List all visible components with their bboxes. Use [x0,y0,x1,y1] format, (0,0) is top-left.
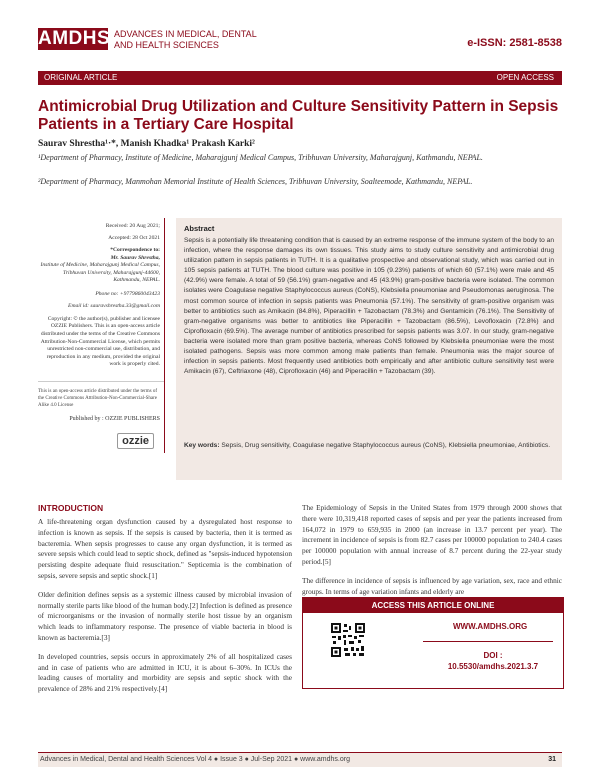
journal-name [114,29,314,51]
left-column [38,517,292,703]
intro-paragraph-3: In developed countries, sepsis occurs in approximately 2% of all hospitalized cases and in case of patients who are admitted in ICU, it is about 6–30%. In ICUs the leading causes of mortality and morbidity are sepsis and septic shock with the prevalence of 28% and 21% respectively.[4] [38,651,292,694]
keywords [184,441,554,451]
received-date: Received: 20 Aug 2021; [105,223,160,229]
intro-paragraph-2: Older definition defines sepsis as a systemic illness caused by microbial invasion of normally sterile parts like blood of the human body.[2] Infection is defined as presence of microorganisms or the invasion of normally sterile host tissue by an organism which leads to inflammatory response. The presence of viable bacteria in blood is known as bacteremia.[3] [38,589,292,642]
published-by: Published by : OZZIE PUBLISHERS [69,415,160,422]
correspondence-name: Mr. Saurav Shrestha, [110,255,160,261]
ozzie-logo-icon: ozzie [117,433,154,449]
article-title: Antimicrobial Drug Utilization and Culture Sensitivity Pattern in Sepsis Patients in a Tertiary Care Hospital [38,98,559,133]
access-article-box [302,597,564,689]
journal-name-line2: AND HEALTH SCIENCES [114,40,219,50]
copyright-notice: Copyright: © the author(s), publisher and licensee OZZIE Publishers. This is an open-access article distributed under the terms of the Creative Commons Attribution-Non-Commercial License, which permits unrestricted non-commercial use, distribution, and reproduction in any medium, provided the original work is properly cited. [40,315,160,368]
footer-citation: Advances in Medical, Dental and Health Sciences Vol 4 ● Issue 3 ● Jul-Sep 2021 ● www.amdhs.org [40,756,350,763]
right-column [302,503,562,605]
abstract-panel [176,218,562,480]
qr-code-icon[interactable] [331,623,365,657]
article-info-sidebar [38,218,165,453]
page-number: 31 [548,756,556,763]
affiliation-2: ²Department of Pharmacy, Manmohan Memorial Institute of Health Sciences, Tribhuvan University, Soalteemode, Kathmandu, NEPAL. [38,177,473,186]
intro-paragraph-5: The difference in incidence of sepsis is influenced by age variation, sex, race and ethnic groups. In terms of age variation infants and elderly are [302,575,562,596]
correspondence-heading: *Correspondence to: [110,247,160,253]
keywords-text: Sepsis, Drug sensitivity, Coagulase negative Staphylococcus aureus (CoNS), Klebsiella pneumoniae, Antibiotics. [221,442,551,449]
publisher-logo [38,431,164,453]
doi-value[interactable]: 10.5530/amdhs.2021.3.7 [447,662,539,671]
eissn: e-ISSN: 2581-8538 [467,37,562,49]
journal-website-link[interactable]: WWW.AMDHS.ORG [453,622,528,631]
correspondence-phone: Phone no: +9779860043423 [95,290,160,297]
correspondence-address: Institute of Medicine, Maharajgunj Medical Campus, Tribhuvan University, Maharajgunj-44600, Kathmandu, NEPAL. [40,262,160,284]
accepted-date: Accepted: 28 Oct 2021 [108,235,160,241]
license-note: This is an open-access article distributed under the terms of the Creative Commons Attribution-Non-Commercial-Share Alike 4.0 License [38,381,164,409]
article-type-band [38,71,562,85]
abstract-heading: Abstract [184,224,215,233]
access-heading: ACCESS THIS ARTICLE ONLINE [303,598,563,613]
abstract-body: Sepsis is a potentially life threatening condition that is caused by an extreme response of the immune system of the body to an infection, where the response damages its own tissues. This study aims to study culture sensitivity and antimicrobial drug utilization pattern in sepsis patients in TUTH. It is a qualitative prospective and observational study, which was carried out in 105 sepsis patients at TUTH. The blood culture was positive in 105 (9.23%) patients of which 60 (57.1%) were male and 45 (42.9%) were female. A total of 59 (56.1%) gram-negative and 45 (43.9%) gram-positive bacteria were isolated. The common isolates were Coagulase negative Staphylococcus aureus (CoNS), Klebsiella pneumoniae and Pseudomonas aeruginosa. The most common source of infection in sepsis patients was Pneumonia (57.1%). The sensitivity of gram-positive organism was better to antibiotics such as Amikacin (84.8%), Piperacillin + Tazobactam (78.3%) and Gentamicin (76.1%). The Sensitivity of gram-negative organisms was better to antibiotics like Piperacillin + Tazobactam (86.5%), Levofloxacin (72.8%) and Ciprofloxacin (69.5%). The average number of antibiotics prescribed for sepsis patients was 3.07. In our study, gram-negative bacteria were isolated more than gram positive bacteria, whereas CoNS followed by Klebsiella pneumoniae were the most isolated pathogens. Sepsis was more common among male patients than female. Pneumonia was the major source of infection in sepsis patients. Most frequently used antibiotics both empirically and after antibiotic culture sensitivity test were Amikacin (67), Ceftriaxone (48), Ciprofloxacin (46) and Piperacillin + Tazobactam (39). [184,237,554,376]
doi-block [423,650,563,672]
intro-paragraph-1: A life-threatening organ dysfunction caused by a dysregulated host response to infection is known as sepsis. If the sepsis is caused by bacteria, then it is termed as bacteremia. When sepsis progresses to cause any organ dysfunction, it is termed as severe sepsis which could lead to septic shock, defined as "sepsis-induced hypotension persisting despite adequate fluid resuscitation." Septicemia is the combination of sepsis, severe sepsis and septic shock.[1] [38,517,292,580]
affiliation-1: ¹Department of Pharmacy, Institute of Medicine, Maharajgunj Medical Campus, Tribhuvan University, Maharajgunj, Kathmandu, NEPAL. [38,153,483,162]
access-type: OPEN ACCESS [496,73,554,82]
keywords-label: Key words: [184,442,220,449]
correspondence-email[interactable]: Email id: sauravshrestha.33@gmail.com [68,302,160,309]
article-type: ORIGINAL ARTICLE [44,73,118,82]
access-divider [423,641,553,642]
page-footer [38,752,562,767]
intro-paragraph-4: The Epidemiology of Sepsis in the United States from 1979 through 2000 shows that there were 10,319,418 reported cases of sepsis and per year the patients increased from 164,072 in 1979 to 659,935 in 2000 (an increase in 13.7 percent per year). The increment in incidence of sepsis is from 82.7 cases per 100000 population to 240.4 cases per 100000 population with annual increase of 8.7 percent during the 22-year study period.[5] [302,503,562,566]
authors: Saurav Shrestha¹·*, Manish Khadka¹ Prakash Karki² [38,139,255,149]
introduction-heading: INTRODUCTION [38,503,104,513]
journal-name-line1: ADVANCES IN MEDICAL, DENTAL [114,29,257,39]
journal-logo: AMDHS [38,28,111,49]
doi-label: DOI : [483,651,503,660]
